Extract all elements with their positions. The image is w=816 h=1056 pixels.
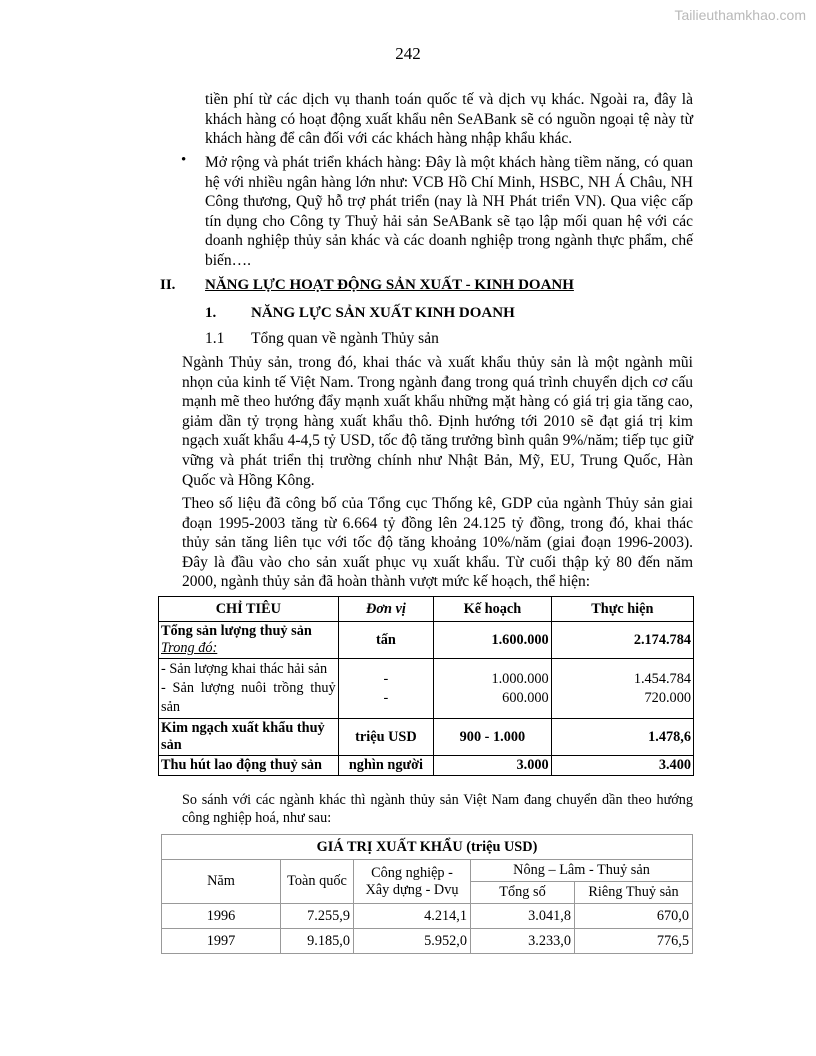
bullet-paragraph: Mở rộng và phát triển khách hàng: Đây là một khách hàng tiềm năng, có quan hệ với nhiều ngân hàng lớn như: VCB Hồ Chí Minh, HSBC, NH Á Châu, NH Công thương, Quỹ hỗ trợ phát triển (nay là NH Phát triển VN). Qua việc cấp tín dụng cho Công ty Thuỷ hải sản SeABank sẽ tạo lập mối quan hệ với các doanh nghiệp thủy sản khác và các doanh nghiệp trong ngành thực phẩm, chế biến…. <box>205 154 693 269</box>
paragraph-intro: tiền phí từ các dịch vụ thanh toán quốc tế và dịch vụ khác. Ngoài ra, đây là khách hàng có hoạt động xuất khẩu nên SeABank sẽ có nguồn ngoại tệ này từ khách hàng để cân đối với các khách hàng nhập khẩu khác. <box>205 91 693 148</box>
header-national: Toàn quốc <box>281 860 354 904</box>
table-row <box>159 659 694 719</box>
subsubsection-number: 1.1 <box>205 330 225 347</box>
cell-total: 3.233,0 <box>471 929 575 954</box>
cell-plan: 900 - 1.000 <box>434 719 551 756</box>
cell-actual: 1.478,6 <box>551 719 693 756</box>
section-title: NĂNG LỰC HOẠT ĐỘNG SẢN XUẤT - KINH DOANH <box>205 277 574 293</box>
header-agriculture: Nông – Lâm - Thuỷ sản <box>471 860 693 882</box>
cell-year: 1996 <box>162 904 281 929</box>
table-header-row <box>159 597 694 622</box>
header-indicator: CHỈ TIÊU <box>159 597 339 622</box>
table-row <box>162 904 693 929</box>
table-row <box>159 622 694 659</box>
cell-unit: nghìn người <box>338 756 433 776</box>
header-total: Tổng số <box>471 882 575 904</box>
table-row <box>162 929 693 954</box>
table-title-row <box>162 835 693 860</box>
cell-industry: 5.952,0 <box>354 929 471 954</box>
header-plan: Kế hoạch <box>434 597 551 622</box>
cell-indicator: - Sản lượng khai thác hải sản - Sản lượng nuôi trồng thuỷ sản <box>159 659 339 719</box>
paragraph-overview: Ngành Thủy sản, trong đó, khai thác và xuất khẩu thủy sản là một ngành mũi nhọn của kinh tế Việt Nam. Trong ngành đang trong quá trình chuyển dịch cơ cấu mạnh mẽ theo hướng đẩy mạnh xuất khẩu những mặt hàng có giá trị gia tăng cao, giảm dần tỷ trọng hàng xuất khẩu thô. Định hướng tới 2010 sẽ đạt giá trị kim ngạch xuất khẩu 4-4,5 tỷ USD, tốc độ tăng trưởng bình quân 9%/năm; tiếp tục giữ vững và phát triển thị trường chính như Nhật Bản, Mỹ, EU, Trung Quốc, Hàn Quốc và Hồng Kông. <box>182 354 693 489</box>
watermark: Tailieuthamkhao.com <box>674 7 806 23</box>
production-table <box>158 596 694 776</box>
cell-indicator: Kim ngạch xuất khẩu thuỷ sản <box>159 719 339 756</box>
cell-unit: - - <box>338 659 433 719</box>
table-row <box>159 756 694 776</box>
cell-actual: 1.454.784 720.000 <box>551 659 693 719</box>
cell-fishery: 670,0 <box>575 904 693 929</box>
cell-unit: tấn <box>338 622 433 659</box>
cell-indicator: Thu hút lao động thuỷ sản <box>159 756 339 776</box>
paragraph-comparison: So sánh với các ngành khác thì ngành thủy sản Việt Nam đang chuyển dần theo hướng công nghiệp hoá, như sau: <box>182 792 693 826</box>
header-actual: Thực hiện <box>551 597 693 622</box>
cell-plan: 3.000 <box>434 756 551 776</box>
subsection-number: 1. <box>205 305 217 321</box>
cell-year: 1997 <box>162 929 281 954</box>
page-number: 242 <box>395 44 421 63</box>
cell-national: 9.185,0 <box>281 929 354 954</box>
header-unit: Đơn vị <box>338 597 433 622</box>
cell-fishery: 776,5 <box>575 929 693 954</box>
header-fishery: Riêng Thuỷ sản <box>575 882 693 904</box>
table-header-row <box>162 860 693 882</box>
section-number: II. <box>160 277 176 293</box>
cell-plan: 1.600.000 <box>434 622 551 659</box>
header-year: Năm <box>162 860 281 904</box>
cell-actual: 3.400 <box>551 756 693 776</box>
cell-actual: 2.174.784 <box>551 622 693 659</box>
table-row <box>159 719 694 756</box>
header-industry: Công nghiệp - Xây dựng - Dvụ <box>354 860 471 904</box>
cell-plan: 1.000.000 600.000 <box>434 659 551 719</box>
bullet-icon: • <box>181 152 187 168</box>
table-title: GIÁ TRỊ XUẤT KHẨU (triệu USD) <box>162 835 693 860</box>
cell-industry: 4.214,1 <box>354 904 471 929</box>
paragraph-statistics: Theo số liệu đã công bố của Tổng cục Thống kê, GDP của ngành Thủy sản giai đoạn 1995-2003 tăng từ 6.664 tỷ đồng lên 24.125 tỷ đồng, trong đó, khai thác thủy sản tăng liên tục với tốc độ tăng khoảng 10%/năm (giai đoạn 1996-2003). Đây là đầu vào cho sản xuất phục vụ xuất khẩu. Từ cuối thập kỷ 80 đến năm 2000, ngành thủy sản đã hoàn thành vượt mức kế hoạch, thể hiện: <box>182 495 693 591</box>
subsection-title: NĂNG LỰC SẢN XUẤT KINH DOANH <box>251 305 515 321</box>
cell-national: 7.255,9 <box>281 904 354 929</box>
cell-indicator: Tổng sản lượng thuỷ sản Trong đó: <box>159 622 339 659</box>
cell-unit: triệu USD <box>338 719 433 756</box>
subsubsection-title: Tổng quan về ngành Thủy sản <box>251 330 439 347</box>
cell-total: 3.041,8 <box>471 904 575 929</box>
export-value-table <box>161 834 693 954</box>
